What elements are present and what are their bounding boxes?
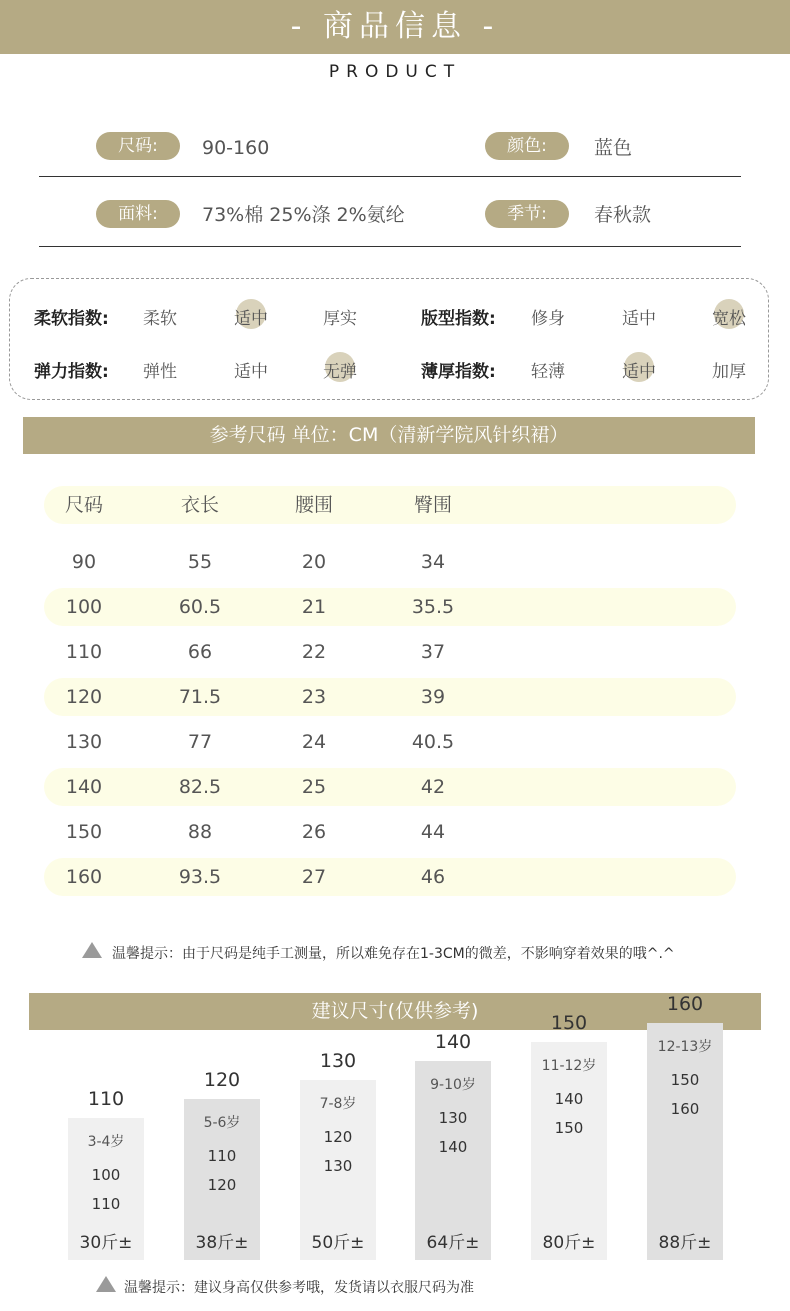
fabric-label-pill: 面料:: [96, 200, 180, 228]
color-label-pill: 颜色:: [485, 132, 569, 160]
table-row-cell: 40.5: [411, 731, 455, 753]
table-row-cell: 42: [420, 776, 446, 798]
size-bar-label: 140: [434, 1031, 472, 1053]
table-row-cell: 44: [420, 821, 446, 843]
softness-option: 厚实: [323, 309, 357, 329]
table-row-cell: 37: [420, 641, 446, 663]
divider: [39, 246, 741, 247]
table-row-cell: 120: [65, 686, 103, 708]
size-table-title: 参考尺码 单位：CM（清新学院风针织裙）: [23, 417, 755, 454]
table-row-cell: 24: [301, 731, 327, 753]
size-value: 90-160: [202, 137, 270, 159]
table-row-cell: 140: [65, 776, 103, 798]
fabric-value: 73%棉 25%涤 2%氨纶: [202, 204, 405, 226]
page-subtitle: PRODUCT: [328, 62, 462, 82]
size-bar-label: 110: [87, 1088, 125, 1110]
table-row-cell: 25: [301, 776, 327, 798]
table-row-cell: 39: [420, 686, 446, 708]
age-label: 3-4岁: [87, 1134, 125, 1150]
thickness-option: 加厚: [712, 362, 746, 382]
height-range-label: 110: [207, 1147, 237, 1165]
softness-option: 适中: [234, 309, 268, 329]
thickness-label: 薄厚指数:: [421, 362, 496, 382]
table-row-cell: 130: [65, 731, 103, 753]
size-bar: [647, 1023, 723, 1260]
height-range-label: 130: [323, 1157, 353, 1175]
table-header-cell: 腰围: [294, 494, 333, 516]
table-row-cell: 35.5: [411, 596, 455, 618]
table-row-cell: 20: [301, 551, 327, 573]
height-range-label: 120: [207, 1176, 237, 1194]
table-row-cell: 88: [187, 821, 213, 843]
table-row-cell: 110: [65, 641, 103, 663]
elasticity-option: 适中: [234, 362, 268, 382]
size-bar-label: 160: [666, 993, 704, 1015]
table-row-cell: 22: [301, 641, 327, 663]
table-row-cell: 60.5: [178, 596, 222, 618]
fit-label: 版型指数:: [421, 309, 496, 329]
table-row-cell: 82.5: [178, 776, 222, 798]
table-row-cell: 100: [65, 596, 103, 618]
thickness-option: 适中: [622, 362, 656, 382]
table-row-cell: 46: [420, 866, 446, 888]
age-label: 9-10岁: [430, 1077, 476, 1093]
age-label: 7-8岁: [319, 1096, 357, 1112]
height-range-label: 100: [91, 1166, 121, 1184]
table-header-cell: 衣长: [180, 494, 219, 516]
fit-option: 修身: [531, 309, 565, 329]
table-row-cell: 66: [187, 641, 213, 663]
elasticity-label: 弹力指数:: [34, 362, 109, 382]
elasticity-option: 无弹: [323, 362, 357, 382]
height-range-label: 120: [323, 1128, 353, 1146]
size-label-pill: 尺码:: [96, 132, 180, 160]
weight-label: 80斤±: [542, 1233, 596, 1253]
elasticity-option: 弹性: [143, 362, 177, 382]
softness-option: 柔软: [143, 309, 177, 329]
table-row-cell: 160: [65, 866, 103, 888]
season-label-pill: 季节:: [485, 200, 569, 228]
height-range-label: 130: [438, 1109, 468, 1127]
table-row-cell: 27: [301, 866, 327, 888]
age-label: 5-6岁: [203, 1115, 241, 1131]
fit-option: 适中: [622, 309, 656, 329]
table-header-cell: 尺码: [64, 494, 103, 516]
table-row-cell: 34: [420, 551, 446, 573]
table-row-cell: 26: [301, 821, 327, 843]
size-bar-label: 150: [550, 1012, 588, 1034]
divider: [39, 176, 741, 177]
season-value: 春秋款: [594, 204, 652, 226]
size-bar-label: 120: [203, 1069, 241, 1091]
height-range-label: 160: [670, 1100, 700, 1118]
weight-label: 50斤±: [311, 1233, 365, 1253]
thickness-option: 轻薄: [531, 362, 565, 382]
height-range-label: 110: [91, 1195, 121, 1213]
table-row-cell: 90: [71, 551, 97, 573]
suggested-size-title: 建议尺寸(仅供参考): [29, 993, 761, 1030]
page-title: - 商品信息 -: [290, 9, 500, 44]
height-range-label: 150: [554, 1119, 584, 1137]
table-row-cell: 23: [301, 686, 327, 708]
fit-option: 宽松: [712, 309, 746, 329]
height-range-label: 150: [670, 1071, 700, 1089]
measurement-note: 温馨提示：由于尺码是纯手工测量，所以难免存在1-3CM的微差，不影响穿着效果的哦^.^: [112, 946, 675, 962]
weight-label: 38斤±: [195, 1233, 249, 1253]
warning-icon: [82, 942, 102, 958]
warning-icon: [96, 1276, 116, 1292]
table-row-cell: 71.5: [178, 686, 222, 708]
table-row-cell: 150: [65, 821, 103, 843]
weight-label: 64斤±: [426, 1233, 480, 1253]
table-row-cell: 21: [301, 596, 327, 618]
size-bar-label: 130: [319, 1050, 357, 1072]
table-row-cell: 77: [187, 731, 213, 753]
age-label: 11-12岁: [541, 1058, 597, 1074]
table-row-cell: 55: [187, 551, 213, 573]
table-row-cell: 93.5: [178, 866, 222, 888]
height-range-label: 140: [554, 1090, 584, 1108]
table-header-cell: 臀围: [413, 494, 452, 516]
height-range-label: 140: [438, 1138, 468, 1156]
shipping-note: 温馨提示：建议身高仅供参考哦，发货请以衣服尺码为准: [124, 1280, 474, 1296]
color-value: 蓝色: [594, 137, 633, 159]
softness-label: 柔软指数:: [34, 309, 109, 329]
age-label: 12-13岁: [657, 1039, 713, 1055]
weight-label: 30斤±: [79, 1233, 133, 1253]
weight-label: 88斤±: [658, 1233, 712, 1253]
